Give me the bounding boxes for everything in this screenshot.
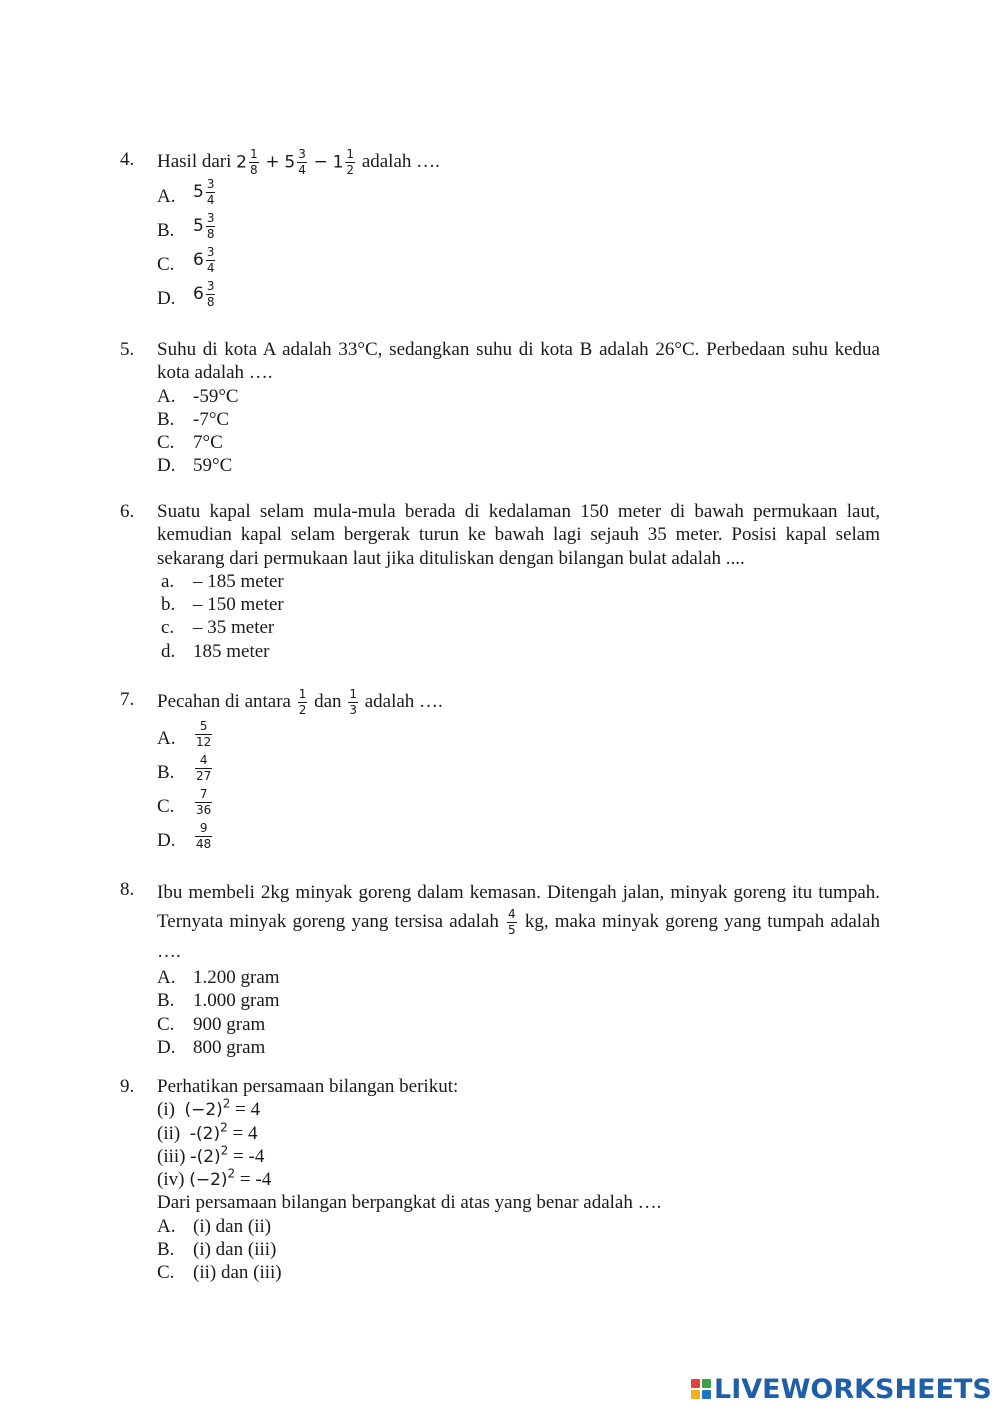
option-b[interactable]: B. (i) dan (iii) <box>157 1239 277 1261</box>
option-b[interactable]: B. 1.000 gram <box>157 990 280 1012</box>
question-6 <box>120 500 880 663</box>
question-number: 4. <box>120 149 135 170</box>
option-b[interactable]: B. 5 $\frac{3}{8}$ <box>157 211 215 241</box>
option-a[interactable]: A. 1.200 gram <box>157 967 280 989</box>
question-4 <box>120 148 880 314</box>
logo-text: LIVEWORKSHEETS <box>714 1373 992 1405</box>
question-number: 6. <box>120 501 135 522</box>
fraction: $\frac{3}{8}$ <box>206 279 215 309</box>
fraction: $\frac{3}{4}$ <box>206 177 215 207</box>
question-prompt: Dari persamaan bilangan berpangkat di atas yang benar adalah …. <box>157 1192 662 1214</box>
option-c[interactable]: C. 6 $\frac{3}{4}$ <box>157 245 215 275</box>
liveworksheets-icon <box>691 1379 711 1399</box>
option-a[interactable]: A. $\frac{5}{12}$ <box>157 719 212 749</box>
option-a[interactable]: A. 5 $\frac{3}{4}$ <box>157 177 215 207</box>
fraction: $\frac{1}{3}$ <box>349 687 357 717</box>
option-d[interactable]: D. 800 gram <box>157 1037 266 1059</box>
question-7 <box>120 688 880 856</box>
liveworksheets-logo[interactable] <box>691 1374 992 1404</box>
fraction: $\frac{1}{8}$ <box>249 147 258 177</box>
option-c[interactable]: C. 7°C <box>157 432 223 454</box>
question-stem: Suhu di kota A adalah 33°C, sedangkan suhu di kota B adalah 26°C. Perbedaan suhu kedua kota adalah …. <box>157 339 880 384</box>
fraction: $\frac{1}{2}$ <box>346 147 355 177</box>
option-d[interactable]: D. $\frac{9}{48}$ <box>157 821 212 851</box>
statement-iv: (iv) $(-2)^2 = -4$ <box>157 1166 272 1191</box>
question-stem: Pecahan di antara $\frac{1}{2}$ dan $\frac{1}{3}$ adalah …. <box>157 687 443 717</box>
question-number: 5. <box>120 339 135 360</box>
question-stem: Perhatikan persamaan bilangan berikut: <box>157 1076 459 1097</box>
statement-ii: (ii) $-(2)^2 = 4$ <box>157 1120 258 1144</box>
option-c[interactable]: C. $\frac{7}{36}$ <box>157 787 212 817</box>
fraction: $\frac{5}{12}$ <box>196 719 212 749</box>
question-stem: Hasil dari 2 $\frac{1}{8}$ + 5 $\frac{3}{4}$ − 1 $\frac{1}{2}$ adalah …. <box>157 147 440 177</box>
option-d[interactable]: D. 59°C <box>157 455 233 477</box>
option-d[interactable]: D. 6 $\frac{3}{8}$ <box>157 279 215 309</box>
option-c[interactable]: C. (ii) dan (iii) <box>157 1262 282 1284</box>
option-a[interactable]: A. -59°C <box>157 385 239 407</box>
option-a[interactable]: A. (i) dan (ii) <box>157 1215 272 1237</box>
statement-iii: (iii) $-(2)^2 = -4$ <box>157 1143 265 1167</box>
question-8 <box>120 878 880 1059</box>
option-a[interactable]: a. – 185 meter <box>161 570 284 592</box>
statement-i: (i) $(-2)^2 = 4$ <box>157 1096 261 1121</box>
option-b[interactable]: B. -7°C <box>157 408 230 430</box>
fraction: $\frac{3}{8}$ <box>206 211 215 241</box>
fraction: $\frac{7}{36}$ <box>196 787 212 817</box>
question-number: 9. <box>120 1076 135 1097</box>
fraction: $\frac{3}{4}$ <box>298 147 306 177</box>
fraction: $\frac{1}{2}$ <box>298 687 307 717</box>
option-c[interactable]: C. 900 gram <box>157 1013 266 1035</box>
fraction: $\frac{4}{5}$ <box>508 907 516 938</box>
fraction: $\frac{3}{4}$ <box>206 245 215 275</box>
question-5 <box>120 338 880 478</box>
option-b[interactable]: b. – 150 meter <box>161 594 284 616</box>
question-stem: Ibu membeli 2kg minyak goreng dalam kemasan. Ditengah jalan, minyak goreng itu tumpah. Ternyata minyak goreng yang tersisa adalah $\frac{4}{5}$ kg, maka minyak goreng yang tumpah adalah …. <box>157 882 880 963</box>
fraction: $\frac{4}{27}$ <box>196 753 212 783</box>
fraction: $\frac{9}{48}$ <box>196 821 212 851</box>
question-number: 8. <box>120 879 135 900</box>
option-d[interactable]: d. 185 meter <box>161 640 270 662</box>
option-b[interactable]: B. $\frac{4}{27}$ <box>157 753 212 783</box>
question-stem: Suatu kapal selam mula-mula berada di kedalaman 150 meter di bawah permukaan laut, kemudian kapal selam bergerak turun ke bawah lagi sejauh 35 meter. Posisi kapal selam sekarang dari permukaan laut jika dituliskan dengan bilangan bulat adalah .... <box>157 501 880 569</box>
question-number: 7. <box>120 689 135 710</box>
question-9 <box>120 1075 880 1285</box>
option-c[interactable]: c. – 35 meter <box>161 617 275 639</box>
